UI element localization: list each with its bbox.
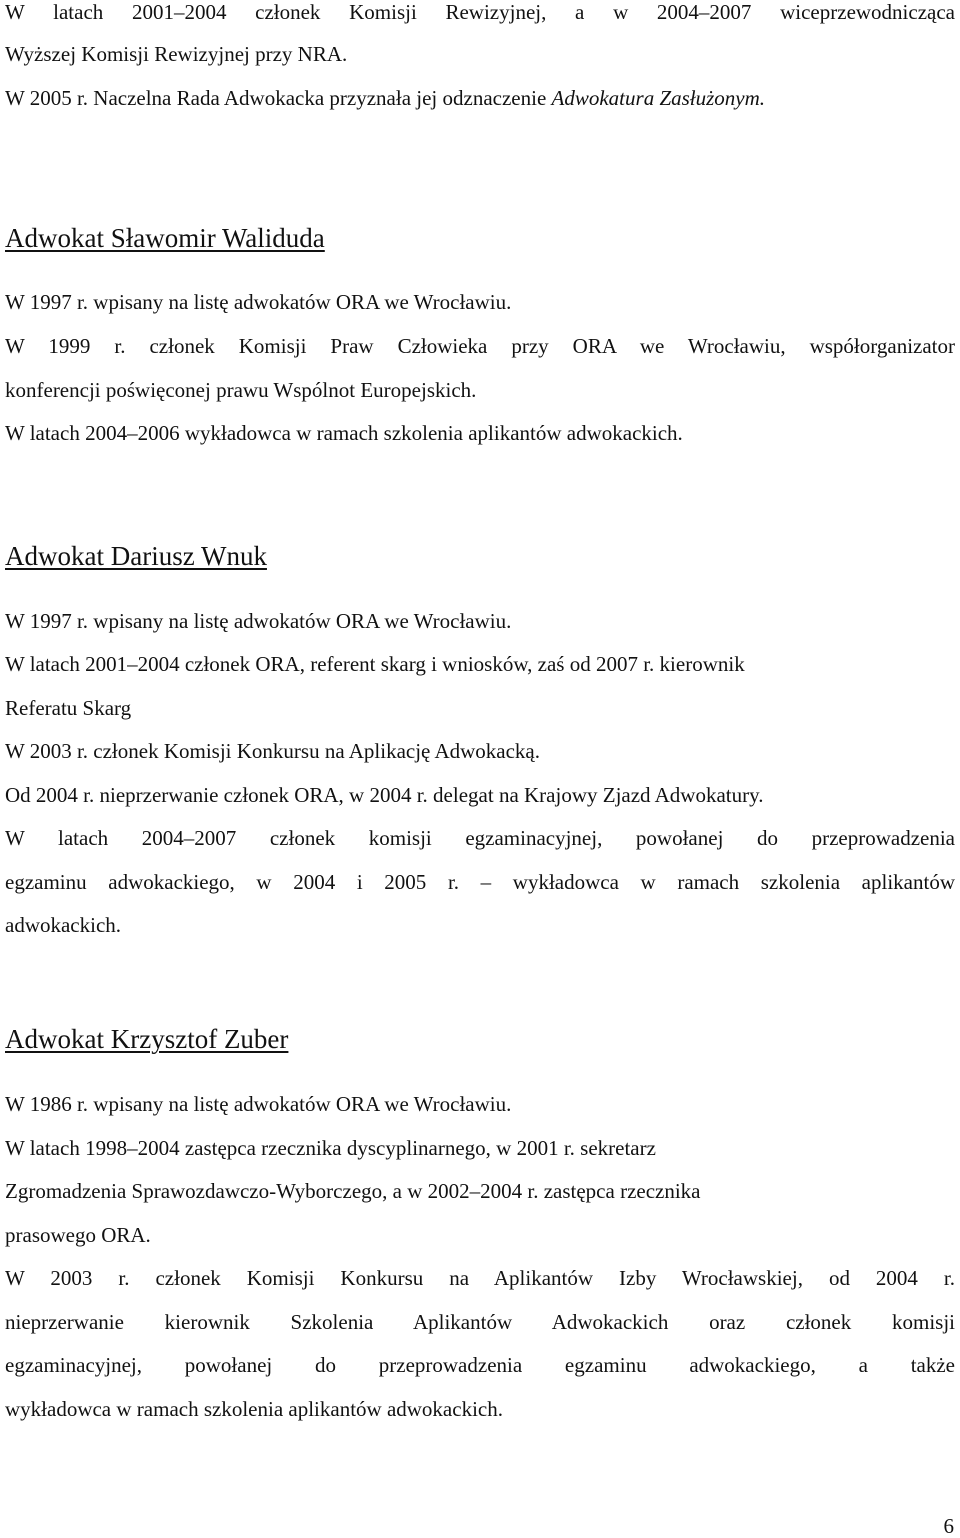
paragraph-line: egzaminu adwokackiego, w 2004 i 2005 r. – wykładowca w ramach szkolenia aplikantów (5, 870, 955, 894)
paragraph-line: Zgromadzenia Sprawozdawczo-Wyborczego, a w 2002–2004 r. zastępca rzecznika (5, 1179, 701, 1203)
paragraph-line: W latach 2004–2006 wykładowca w ramach szkolenia aplikantów adwokackich. (5, 421, 683, 445)
paragraph-line: nieprzerwanie kierownik Szkolenia Aplikantów Adwokackich oraz członek komisji (5, 1310, 955, 1334)
paragraph-line: W latach 2001–2004 członek Komisji Rewizyjnej, a w 2004–2007 wiceprzewodnicząca (5, 0, 955, 24)
paragraph-line: W latach 2001–2004 członek ORA, referent skarg i wniosków, zaś od 2007 r. kierownik (5, 652, 745, 676)
paragraph-line: W 1997 r. wpisany na listę adwokatów ORA we Wrocławiu. (5, 290, 512, 314)
section-heading: Adwokat Krzysztof Zuber (5, 1024, 289, 1054)
paragraph-line: Wyższej Komisji Rewizyjnej przy NRA. (5, 42, 348, 66)
section-heading: Adwokat Sławomir Waliduda (5, 223, 325, 253)
paragraph-line: W 2003 r. członek Komisji Konkursu na Aplikantów Izby Wrocławskiej, od 2004 r. (5, 1266, 955, 1290)
paragraph-line: W 2003 r. członek Komisji Konkursu na Aplikację Adwokacką. (5, 739, 541, 763)
paragraph-line: Referatu Skarg (5, 696, 132, 720)
paragraph-line: Od 2004 r. nieprzerwanie członek ORA, w 2004 r. delegat na Krajowy Zjazd Adwokatury. (5, 783, 764, 807)
paragraph-line: prasowego ORA. (5, 1223, 151, 1247)
paragraph-line: W 1999 r. członek Komisji Praw Człowieka przy ORA we Wrocławiu, współorganizator (5, 334, 955, 358)
paragraph-line: W latach 2004–2007 członek komisji egzaminacyjnej, powołanej do przeprowadzenia (5, 826, 955, 850)
paragraph-line: W 1986 r. wpisany na listę adwokatów ORA we Wrocławiu. (5, 1092, 512, 1116)
paragraph-line: konferencji poświęconej prawu Wspólnot Europejskich. (5, 378, 477, 402)
paragraph-line: adwokackich. (5, 913, 122, 937)
award-name: Adwokatura Zasłużonym. (551, 86, 766, 110)
paragraph-line: W latach 1998–2004 zastępca rzecznika dyscyplinarnego, w 2001 r. sekretarz (5, 1136, 656, 1160)
paragraph-line: wykładowca w ramach szkolenia aplikantów adwokackich. (5, 1397, 503, 1421)
paragraph-line (5, 86, 955, 110)
page-number: 6 (943, 1514, 954, 1538)
section-heading: Adwokat Dariusz Wnuk (5, 541, 267, 571)
paragraph-line: egzaminacyjnej, powołanej do przeprowadzenia egzaminu adwokackiego, a także (5, 1353, 955, 1377)
award-sentence: W 2005 r. Naczelna Rada Adwokacka przyznała jej odznaczenie (5, 86, 552, 110)
paragraph-line: W 1997 r. wpisany na listę adwokatów ORA we Wrocławiu. (5, 609, 512, 633)
